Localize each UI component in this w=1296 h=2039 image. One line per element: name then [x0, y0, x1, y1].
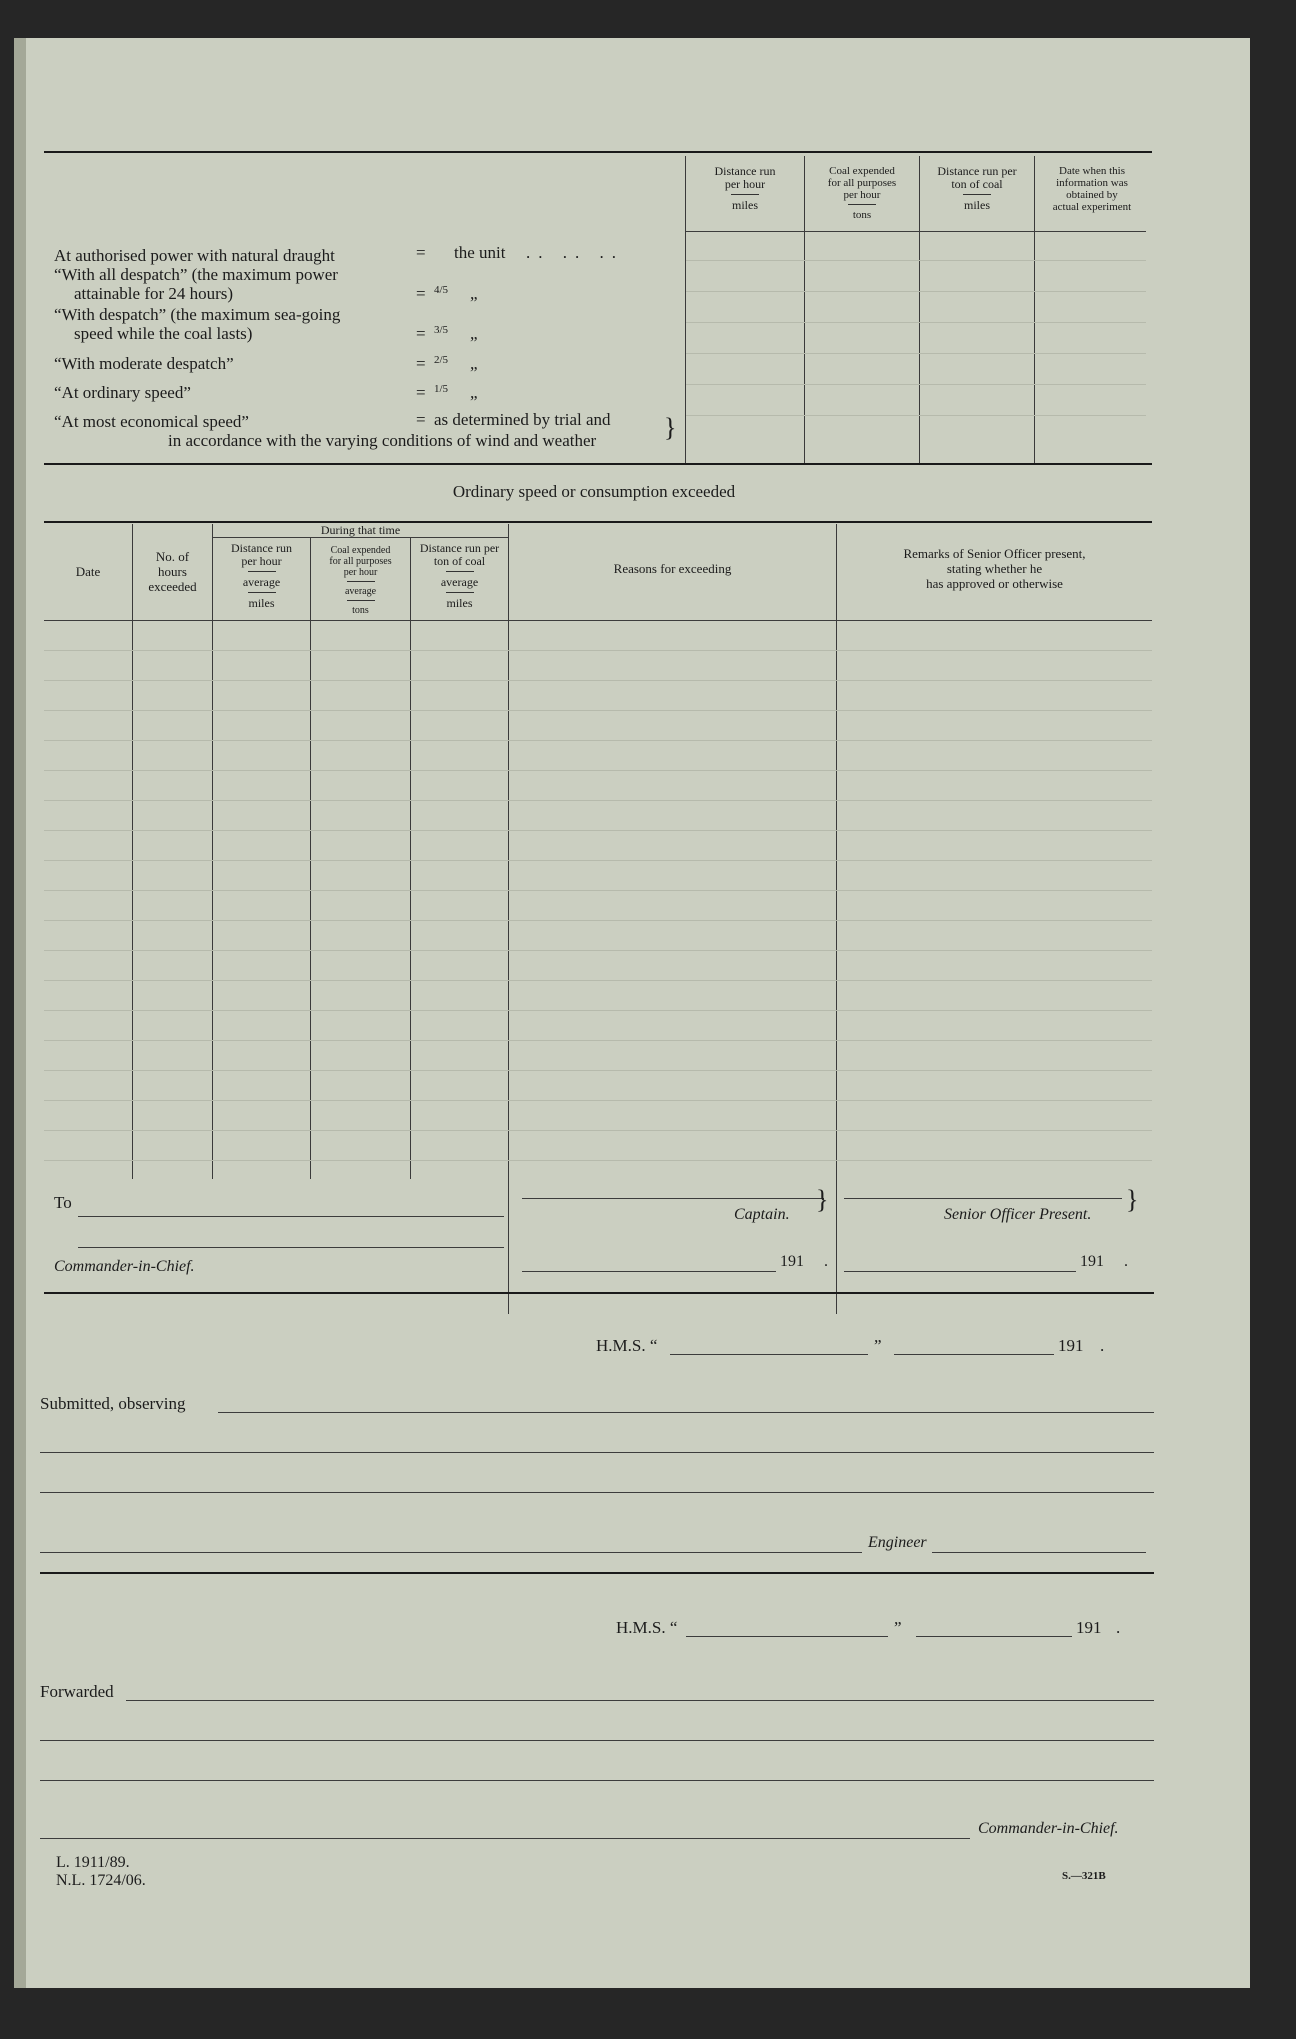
row-despatch: “With despatch” (the maximum sea-going	[54, 305, 341, 324]
header-dash	[347, 581, 375, 582]
col-divider	[212, 524, 213, 1179]
forwarded-cinc-label: Commander-in-Chief.	[978, 1820, 1119, 1837]
row-authorised-power: At authorised power with natural draught	[54, 246, 335, 265]
reference-l: L. 1911/89.	[56, 1854, 130, 1871]
header-distance-per-ton	[411, 542, 508, 610]
ruled-line	[686, 384, 1146, 385]
row-eq: =	[416, 354, 426, 373]
row-fraction: 3/5	[434, 324, 449, 336]
row-fraction: 4/5	[434, 284, 449, 296]
header-dash	[963, 194, 991, 195]
exceeded-header-rule	[44, 620, 1152, 621]
ruled-line	[44, 920, 1152, 921]
header-line: information was	[1056, 177, 1128, 189]
header-line: Distance run	[231, 541, 292, 555]
submitted-hms-label: H.M.S. “	[596, 1336, 658, 1355]
ruled-line	[44, 650, 1152, 651]
senior-officer-label: Senior Officer Present.	[944, 1206, 1092, 1223]
header-remarks	[837, 546, 1152, 591]
submitted-bottom-rule	[40, 1572, 1154, 1574]
col-header-coal-per-hour	[806, 165, 918, 221]
header-line: for all purposes	[827, 177, 897, 189]
section-title-exceeded: Ordinary speed or consumption exceeded	[452, 482, 736, 501]
row-all-despatch: “With all despatch” (the maximum power	[54, 265, 338, 284]
header-line: Distance run per	[419, 541, 500, 555]
header-dash	[446, 592, 474, 593]
to-line[interactable]	[78, 1216, 504, 1217]
period: .	[824, 1253, 828, 1270]
header-average: average	[242, 575, 281, 589]
ruled-line	[686, 353, 1146, 354]
top-col-divider	[919, 156, 920, 463]
col-header-distance-per-hour	[688, 165, 802, 212]
row-eq: =	[416, 383, 426, 402]
engineer-label: Engineer	[868, 1534, 927, 1551]
forwarded-line[interactable]	[126, 1700, 1154, 1701]
ship-name-line[interactable]	[670, 1354, 868, 1355]
header-line: Distance run per	[937, 164, 1017, 178]
header-line: Coal expended	[829, 165, 895, 177]
header-line: for all purposes	[329, 556, 392, 567]
row-value: as determined by trial and	[434, 410, 611, 429]
observing-line-3[interactable]	[40, 1492, 1154, 1493]
ruled-line	[44, 710, 1152, 711]
submitted-year: 191	[1058, 1336, 1084, 1355]
forwarded-hms-label: H.M.S. “	[616, 1618, 678, 1637]
forwarded-line-2[interactable]	[40, 1740, 1154, 1741]
ruled-line	[44, 980, 1152, 981]
header-dash	[248, 592, 276, 593]
ruled-line	[686, 415, 1146, 416]
ruled-line	[686, 322, 1146, 323]
captain-label: Captain.	[734, 1206, 790, 1223]
row-moderate-despatch: “With moderate despatch”	[54, 354, 234, 373]
ruled-line	[44, 770, 1152, 771]
header-line: stating whether he	[946, 561, 1043, 576]
forwarded-date-line[interactable]	[916, 1636, 1072, 1637]
captain-date-line[interactable]	[522, 1271, 776, 1272]
ruled-line	[44, 680, 1152, 681]
row-ditto: „	[470, 354, 478, 373]
header-line: actual experiment	[1052, 201, 1132, 213]
header-line: has approved or otherwise	[926, 576, 1063, 591]
header-average: average	[440, 575, 479, 589]
header-reasons: Reasons for exceeding	[613, 561, 732, 576]
header-line: obtained by	[1066, 189, 1118, 201]
header-line: per hour	[343, 567, 378, 578]
observing-line[interactable]	[218, 1412, 1154, 1413]
top-col-divider	[804, 156, 805, 463]
brace: }	[664, 413, 677, 442]
forwarded-year: 191	[1076, 1618, 1102, 1637]
ruled-line	[44, 1100, 1152, 1101]
header-date: Date	[75, 564, 101, 579]
ruled-line	[686, 260, 1146, 261]
col-divider	[132, 524, 133, 1179]
submitted-date-line[interactable]	[894, 1354, 1054, 1355]
header-line: ton of coal	[433, 554, 486, 568]
header-line: No. of	[155, 549, 190, 564]
form-page	[14, 38, 1250, 1988]
header-average: average	[344, 586, 377, 597]
to-line-2[interactable]	[78, 1247, 504, 1248]
header-unit: miles	[248, 596, 275, 610]
row-eq: =	[416, 284, 426, 303]
top-col-divider	[1034, 156, 1035, 463]
period: .	[1124, 1253, 1128, 1270]
header-dash	[731, 194, 759, 195]
header-distance-per-hour	[213, 542, 310, 610]
ruled-line	[44, 1130, 1152, 1131]
header-line: ton of coal	[951, 177, 1003, 191]
reference-nl: N.L. 1724/06.	[56, 1872, 146, 1889]
period: .	[1100, 1336, 1105, 1355]
row-despatch-cont: speed while the coal lasts)	[74, 324, 253, 343]
senior-officer-year: 191	[1080, 1253, 1104, 1270]
commander-in-chief-label: Commander-in-Chief.	[54, 1258, 195, 1275]
col-divider	[410, 538, 411, 1179]
ruled-line	[44, 800, 1152, 801]
top-header-rule	[686, 231, 1146, 232]
brace: }	[1126, 1185, 1139, 1214]
exceeded-bottom-rule	[44, 1292, 1154, 1294]
ruled-line	[44, 1160, 1152, 1161]
forwarded-line-3[interactable]	[40, 1780, 1154, 1781]
ruled-line	[686, 291, 1146, 292]
header-unit: tons	[852, 209, 872, 221]
col-divider	[836, 524, 837, 1314]
ruled-line	[44, 1040, 1152, 1041]
header-unit: tons	[352, 605, 369, 616]
header-unit: miles	[446, 596, 473, 610]
submitted-observing-label: Submitted, observing	[40, 1394, 186, 1413]
header-hours-exceeded	[133, 549, 212, 594]
ruled-line	[44, 890, 1152, 891]
header-coal-per-hour	[311, 545, 410, 616]
header-line: per hour	[241, 554, 282, 568]
exceeded-top-rule	[44, 521, 1152, 523]
brace: }	[816, 1185, 829, 1214]
ruled-line	[44, 950, 1152, 951]
top-rule	[44, 151, 1152, 153]
header-line: per hour	[843, 189, 881, 201]
row-economical-cont: in accordance with the varying conditions of wind and weather	[168, 431, 597, 450]
row-ordinary-speed: “At ordinary speed”	[54, 383, 191, 402]
row-all-despatch-cont: attainable for 24 hours)	[74, 284, 234, 303]
row-eq: =	[416, 324, 426, 343]
ruled-line	[44, 1070, 1152, 1071]
col-header-distance-per-ton	[921, 165, 1033, 212]
to-label: To	[54, 1193, 72, 1212]
captain-year: 191	[780, 1253, 804, 1270]
close-quote: ”	[894, 1618, 902, 1637]
ruled-line	[44, 860, 1152, 861]
header-dash	[446, 571, 474, 572]
top-bottom-rule	[44, 463, 1152, 465]
header-line: Coal expended	[330, 545, 391, 556]
header-unit: miles	[964, 198, 990, 212]
header-line: per hour	[724, 177, 766, 191]
col-divider	[310, 538, 311, 1179]
form-number: S.—321B	[1062, 1870, 1106, 1882]
forwarded-line-4[interactable]	[40, 1838, 970, 1839]
col-header-date-obtained	[1036, 165, 1148, 213]
header-dash	[347, 600, 375, 601]
captain-sign-line[interactable]	[522, 1198, 824, 1199]
row-eq: =	[416, 410, 426, 429]
header-line: exceeded	[148, 579, 197, 594]
engineer-sign-line[interactable]	[932, 1552, 1146, 1553]
row-dots: .. .. ..	[526, 243, 624, 262]
group-header-during: During that time	[320, 523, 401, 537]
row-economical-speed: “At most economical speed”	[54, 412, 249, 431]
ruled-line	[44, 830, 1152, 831]
col-divider	[508, 524, 509, 1314]
forwarded-label: Forwarded	[40, 1682, 114, 1701]
row-fraction: 1/5	[434, 383, 449, 395]
header-dash	[848, 204, 876, 205]
row-value: the unit	[454, 243, 506, 262]
senior-officer-sign-line[interactable]	[844, 1198, 1122, 1199]
row-ditto: „	[470, 383, 478, 402]
header-dash	[248, 571, 276, 572]
observing-line-4[interactable]	[40, 1552, 862, 1553]
header-unit: miles	[732, 198, 758, 212]
row-fraction: 2/5	[434, 354, 449, 366]
senior-officer-date-line[interactable]	[844, 1271, 1076, 1272]
row-ditto: „	[470, 324, 478, 343]
header-line: Distance run	[714, 164, 776, 178]
top-col-divider	[685, 156, 686, 463]
period: .	[1116, 1618, 1121, 1637]
ruled-line	[44, 740, 1152, 741]
header-line: Remarks of Senior Officer present,	[903, 546, 1086, 561]
observing-line-2[interactable]	[40, 1452, 1154, 1453]
row-eq: =	[416, 243, 426, 262]
forwarded-ship-name-line[interactable]	[686, 1636, 888, 1637]
header-line: Date when this	[1059, 165, 1125, 177]
close-quote: ”	[874, 1336, 882, 1355]
row-ditto: „	[470, 284, 478, 303]
header-line: hours	[158, 564, 187, 579]
ruled-line	[44, 1010, 1152, 1011]
